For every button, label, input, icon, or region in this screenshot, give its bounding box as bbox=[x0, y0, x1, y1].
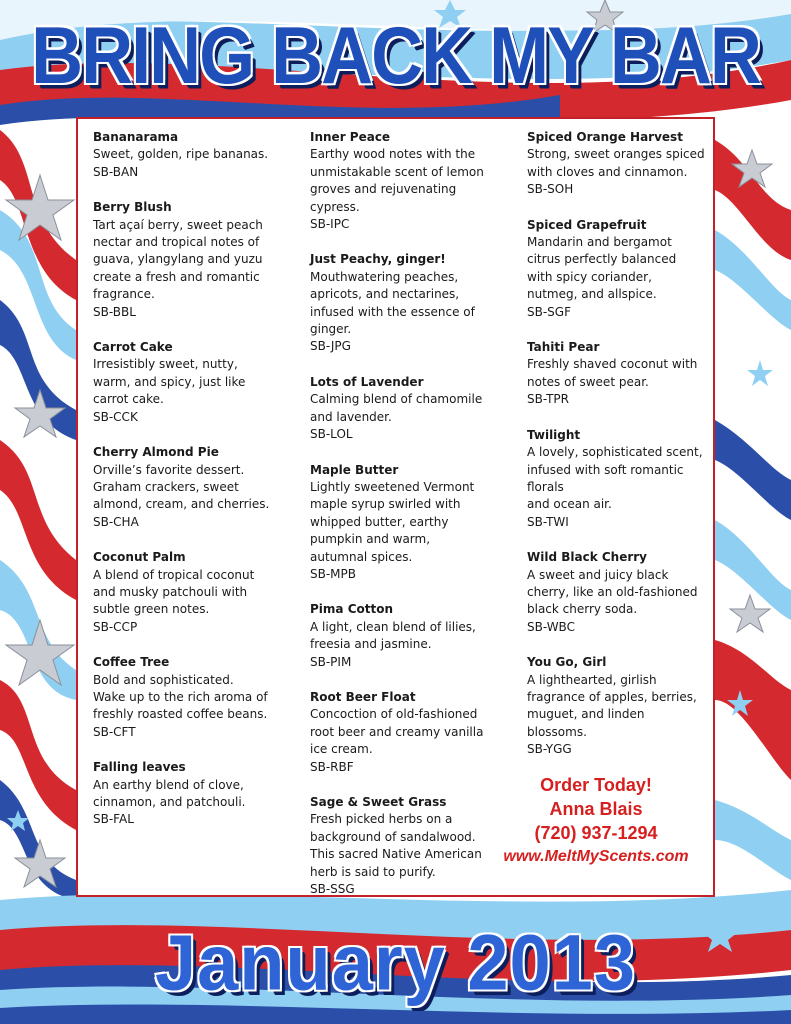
scent-sku: SB-CCK bbox=[93, 409, 138, 424]
scent-description-line: black cherry soda. bbox=[527, 602, 638, 617]
scent-description bbox=[93, 462, 293, 514]
scent-description-line: create a fresh and romantic bbox=[93, 269, 260, 284]
scent-sku: SB-SOH bbox=[527, 182, 574, 197]
scent-column-2 bbox=[310, 129, 510, 916]
scent-sku: SB-YGG bbox=[527, 742, 572, 757]
scent-entry bbox=[310, 794, 510, 898]
scent-sku: SB-CHA bbox=[93, 514, 139, 529]
scent-description bbox=[527, 234, 707, 304]
scent-entry bbox=[93, 759, 293, 829]
scent-description-line: and lavender. bbox=[310, 409, 392, 424]
scent-description-line: An earthy blend of clove, bbox=[93, 777, 244, 792]
scent-name: Sage & Sweet Grass bbox=[310, 795, 447, 809]
scent-sku: SB-BAN bbox=[93, 164, 139, 179]
scent-name: Coffee Tree bbox=[93, 655, 170, 670]
scent-description bbox=[310, 619, 510, 654]
scent-sku: SB-JPG bbox=[310, 339, 351, 354]
scent-entry bbox=[93, 444, 293, 531]
scent-name: Cherry Almond Pie bbox=[93, 445, 219, 460]
scent-description-line: background of sandalwood. bbox=[310, 829, 476, 844]
scent-sku: SB-CCP bbox=[93, 619, 138, 634]
scent-name: Root Beer Float bbox=[310, 689, 416, 704]
scent-name: Pima Cotton bbox=[310, 602, 393, 617]
scent-name: Falling leaves bbox=[93, 760, 186, 775]
scent-description bbox=[93, 356, 293, 408]
scent-description bbox=[310, 811, 510, 881]
scent-entry bbox=[527, 339, 707, 409]
scent-description bbox=[310, 706, 510, 758]
scent-entry bbox=[93, 339, 293, 426]
scent-sku: SB-LOL bbox=[310, 427, 353, 442]
scent-sku: SB-FAL bbox=[93, 812, 134, 827]
scent-description-line: Freshly shaved coconut with bbox=[527, 357, 698, 372]
scent-sku: SB-CFT bbox=[93, 724, 136, 739]
scent-column-1 bbox=[93, 129, 293, 847]
scent-description-line: Fresh picked herbs on a bbox=[310, 812, 453, 827]
scent-description-line: Mandarin and bergamot bbox=[527, 235, 672, 250]
scent-description-line: notes of sweet pear. bbox=[527, 374, 649, 389]
scent-entry bbox=[310, 689, 510, 776]
scent-entry bbox=[527, 217, 707, 321]
scent-description-line: Bold and sophisticated. bbox=[93, 672, 234, 687]
scent-description-line: florals bbox=[527, 479, 564, 494]
order-cta: Order Today! bbox=[540, 775, 652, 795]
scent-entry bbox=[93, 549, 293, 636]
scent-description bbox=[310, 391, 510, 426]
scent-description bbox=[310, 269, 510, 339]
scent-entry bbox=[93, 654, 293, 741]
scent-description-line: freesia and jasmine. bbox=[310, 637, 432, 652]
scent-description-line: herb is said to purify. bbox=[310, 864, 436, 879]
scent-description-line: Concoction of old-fashioned bbox=[310, 707, 478, 722]
scent-description-line: A light, clean blend of lilies, bbox=[310, 619, 476, 634]
scent-description-line: with spicy coriander, bbox=[527, 269, 652, 284]
scent-name: Carrot Cake bbox=[93, 340, 173, 355]
scent-description-line: nectar and tropical notes of bbox=[93, 235, 260, 250]
scent-description-line: infused with soft romantic bbox=[527, 462, 684, 477]
scent-description-line: groves and rejuvenating bbox=[310, 182, 457, 197]
scent-description-line: warm, and spicy, just like bbox=[93, 374, 246, 389]
scent-description bbox=[93, 217, 293, 304]
scent-description-line: almond, cream, and cherries. bbox=[93, 497, 270, 512]
scent-description-line: and ocean air. bbox=[527, 497, 612, 512]
scent-entry bbox=[527, 129, 707, 199]
scent-sku: SB-TWI bbox=[527, 514, 569, 529]
scent-description-line: Sweet, golden, ripe bananas. bbox=[93, 147, 269, 162]
scent-name: Berry Blush bbox=[93, 200, 172, 215]
scent-description bbox=[93, 672, 293, 724]
seller-phone[interactable]: (720) 937-1294 bbox=[534, 823, 658, 843]
scent-description-line: cinnamon, and patchouli. bbox=[93, 795, 246, 809]
scent-description-line: Tart açaí berry, sweet peach bbox=[93, 217, 263, 232]
scent-description-line: and musky patchouli with bbox=[93, 584, 248, 599]
scent-description-line: Earthy wood notes with the bbox=[310, 147, 476, 162]
scent-name: Spiced Grapefruit bbox=[527, 217, 647, 232]
scent-description-line: A lovely, sophisticated scent, bbox=[527, 445, 703, 460]
scent-description bbox=[527, 444, 707, 514]
scent-entry bbox=[93, 129, 293, 181]
scent-description-line: A blend of tropical coconut bbox=[93, 567, 255, 582]
scent-description-line: Mouthwatering peaches, bbox=[310, 269, 459, 284]
scent-sku: SB-SGF bbox=[527, 304, 571, 319]
scent-entry bbox=[310, 601, 510, 671]
scent-description-line: root beer and creamy vanilla bbox=[310, 724, 484, 739]
scent-description-line: nutmeg, and allspice. bbox=[527, 287, 657, 302]
scent-name: Inner Peace bbox=[310, 130, 391, 144]
scent-description-line: A sweet and juicy black bbox=[527, 567, 669, 582]
scent-description-line: blossoms. bbox=[527, 724, 587, 739]
scent-entry bbox=[310, 462, 510, 584]
scent-description-line: maple syrup swirled with bbox=[310, 497, 461, 512]
scent-description-line: freshly roasted coffee beans. bbox=[93, 707, 268, 722]
scent-name: Coconut Palm bbox=[93, 550, 186, 565]
seller-name: Anna Blais bbox=[549, 799, 643, 819]
scent-description-line: pumpkin and warm, bbox=[310, 532, 431, 547]
scent-description-line: Graham crackers, sweet bbox=[93, 479, 239, 494]
footer-title: January 2013 bbox=[154, 918, 636, 1007]
scent-description bbox=[527, 146, 707, 181]
scent-sku: SB-TPR bbox=[527, 392, 569, 407]
scent-description-line: infused with the essence of bbox=[310, 304, 475, 319]
scent-name: Bananarama bbox=[93, 130, 179, 144]
scent-description bbox=[93, 567, 293, 619]
header-title: BRING BACK MY BAR bbox=[31, 11, 760, 101]
scent-sku: SB-WBC bbox=[527, 619, 575, 634]
scent-description-line: cypress. bbox=[310, 199, 360, 214]
scent-description-line: apricots, and nectarines, bbox=[310, 287, 460, 302]
scent-description bbox=[527, 672, 707, 742]
scent-name: Wild Black Cherry bbox=[527, 550, 648, 565]
scent-entry bbox=[310, 374, 510, 444]
scent-description bbox=[93, 146, 293, 163]
scent-description-line: Wake up to the rich aroma of bbox=[93, 689, 268, 704]
scent-name: Just Peachy, ginger! bbox=[310, 252, 446, 267]
scent-name: You Go, Girl bbox=[527, 655, 607, 670]
scent-name: Maple Butter bbox=[310, 462, 399, 477]
scent-sku: SB-BBL bbox=[93, 304, 136, 319]
scent-column-3 bbox=[527, 129, 707, 777]
scent-description-line: fragrance of apples, berries, bbox=[527, 689, 697, 704]
scent-description bbox=[310, 146, 510, 216]
scent-entry bbox=[527, 549, 707, 636]
scent-description-line: Lightly sweetened Vermont bbox=[310, 479, 475, 494]
scent-sku: SB-MPB bbox=[310, 566, 357, 581]
scent-description-line: Strong, sweet oranges spiced bbox=[527, 147, 705, 162]
seller-website-link[interactable]: www.MeltMyScents.com bbox=[503, 848, 689, 865]
scent-description-line: ice cream. bbox=[310, 742, 373, 757]
scent-list-panel bbox=[76, 117, 715, 897]
scent-entry bbox=[527, 427, 707, 531]
scent-description-line: ginger. bbox=[310, 322, 352, 337]
scent-sku: SB-IPC bbox=[310, 217, 350, 232]
scent-description-line: subtle green notes. bbox=[93, 602, 210, 617]
scent-entry bbox=[527, 654, 707, 758]
scent-entry bbox=[310, 129, 510, 233]
scent-name: Twilight bbox=[527, 427, 581, 442]
scent-description-line: cherry, like an old-fashioned bbox=[527, 584, 698, 599]
scent-description-line: Orville’s favorite dessert. bbox=[93, 462, 245, 477]
scent-description bbox=[527, 567, 707, 619]
scent-description-line: Calming blend of chamomile bbox=[310, 392, 483, 407]
scent-name: Tahiti Pear bbox=[527, 340, 600, 355]
scent-sku: SB-RBF bbox=[310, 759, 354, 774]
scent-description bbox=[93, 777, 293, 812]
scent-entry bbox=[93, 199, 293, 321]
scent-description-line: Irresistibly sweet, nutty, bbox=[93, 357, 238, 372]
scent-name: Lots of Lavender bbox=[310, 374, 424, 389]
scent-description bbox=[527, 356, 707, 391]
scent-sku: SB-SSG bbox=[310, 882, 355, 897]
scent-description-line: muguet, and linden bbox=[527, 707, 645, 722]
scent-name: Spiced Orange Harvest bbox=[527, 130, 683, 144]
scent-description bbox=[310, 479, 510, 566]
scent-description-line: whipped butter, earthy bbox=[310, 514, 449, 529]
scent-description-line: guava, ylangylang and yuzu bbox=[93, 252, 263, 267]
order-info bbox=[486, 773, 706, 869]
scent-description-line: autumnal spices. bbox=[310, 549, 413, 564]
scent-sku: SB-PIM bbox=[310, 654, 352, 669]
scent-entry bbox=[310, 251, 510, 355]
scent-description-line: citrus perfectly balanced bbox=[527, 252, 677, 267]
scent-description-line: This sacred Native American bbox=[310, 847, 482, 862]
scent-description-line: unmistakable scent of lemon bbox=[310, 164, 484, 179]
scent-description-line: fragrance. bbox=[93, 287, 155, 302]
scent-description-line: with cloves and cinnamon. bbox=[527, 164, 688, 179]
scent-description-line: carrot cake. bbox=[93, 392, 164, 407]
scent-description-line: A lighthearted, girlish bbox=[527, 672, 657, 687]
